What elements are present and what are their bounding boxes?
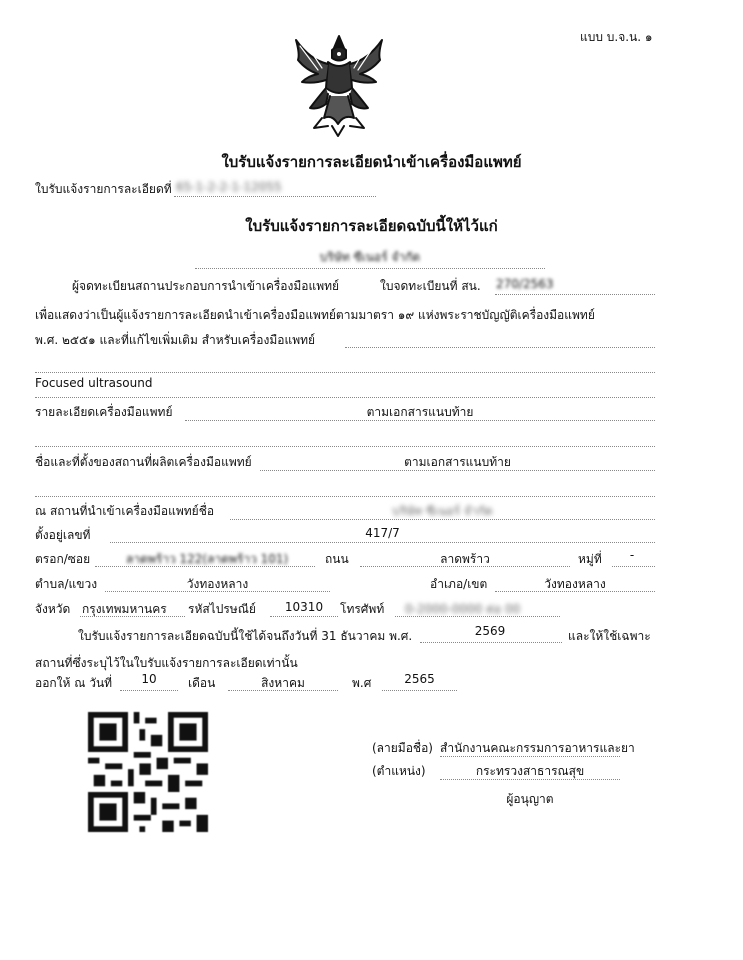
postcode-label: รหัสไปรษณีย์ xyxy=(188,602,256,616)
position-value: กระทรวงสาธารณสุข xyxy=(475,764,585,778)
road-label: ถนน xyxy=(325,552,349,566)
district-label: อำเภอ/เขต xyxy=(430,577,488,591)
device-detail-value: ตามเอกสารแนบท้าย xyxy=(366,405,474,419)
qr-code-icon xyxy=(88,712,208,832)
road-value: ลาดพร้าว xyxy=(440,552,490,566)
month-label: เดือน xyxy=(188,676,216,690)
validity-line-2: สถานที่ซึ่งระบุไว้ในใบรับแจ้งรายการละเอียดเท่านั้น xyxy=(35,656,298,670)
district-value: วังทองหลาง xyxy=(544,577,606,591)
phone-value: 0-2000-0000 ต่อ 00 xyxy=(405,602,521,616)
province-label: จังหวัด xyxy=(35,602,71,616)
year-label: พ.ศ xyxy=(352,676,372,690)
validity-suffix: และให้ใช้เฉพาะ xyxy=(568,629,651,643)
postcode-value: 10310 xyxy=(284,600,324,614)
document-title: ใบรับแจ้งรายการละเอียดนำเข้าเครื่องมือแพทย์ xyxy=(221,153,522,171)
manufacturer-label: ชื่อและที่ตั้งของสถานที่ผลิตเครื่องมือแพทย์ xyxy=(35,455,252,469)
license-value: 270/2563 xyxy=(496,277,554,291)
statement-line-2: พ.ศ. ๒๕๕๑ และที่แก้ไขเพิ่มเติม สำหรับเครื่องมือแพทย์ xyxy=(35,333,316,347)
position-label: (ตำแหน่ง) xyxy=(372,764,426,778)
issued-month: สิงหาคม xyxy=(261,676,305,690)
import-place-label: ณ สถานที่นำเข้าเครื่องมือแพทย์ชื่อ xyxy=(35,504,215,518)
issued-day: 10 xyxy=(141,672,157,686)
signature-label: (ลายมือชื่อ) xyxy=(372,741,433,755)
statement-line-1: เพื่อแสดงว่าเป็นผู้แจ้งรายการละเอียดนำเข้าเครื่องมือแพทย์ตามมาตรา ๑๙ แห่งพระราชบัญญัติเครื่องมือแพทย์ xyxy=(35,308,595,322)
validity-year: 2569 xyxy=(474,624,506,638)
signature-value: สำนักงานคณะกรรมการอาหารและยา xyxy=(440,741,635,755)
receipt-number-value: 65-1-2-2-1-12055 xyxy=(176,180,282,194)
address-no-value: 417/7 xyxy=(365,526,400,540)
subdistrict-label: ตำบล/แขวง xyxy=(35,577,98,591)
manufacturer-value: ตามเอกสารแนบท้าย xyxy=(404,455,511,469)
validity-text: ใบรับแจ้งรายการละเอียดฉบับนี้ใช้ได้จนถึงวันที่ 31 ธันวาคม พ.ศ. xyxy=(78,629,413,643)
garuda-emblem-icon xyxy=(288,30,390,140)
document-subtitle: ใบรับแจ้งรายการละเอียดฉบับนี้ให้ไว้แก่ xyxy=(245,217,498,235)
registrant-label: ผู้จดทะเบียนสถานประกอบการนำเข้าเครื่องมือแพทย์ xyxy=(72,279,340,293)
device-name: Focused ultrasound xyxy=(35,376,153,390)
issued-label: ออกให้ ณ วันที่ xyxy=(35,676,113,690)
soi-label: ตรอก/ซอย xyxy=(35,552,91,566)
licensor-label: ผู้อนุญาต xyxy=(506,792,554,806)
license-label: ใบจดทะเบียนที่ สน. xyxy=(380,279,481,293)
soi-value: ลาดพร้าว 122(ลาดพร้าว 101) xyxy=(126,552,289,566)
import-place-value: บริษัท ซีเนอร์ จำกัด xyxy=(392,504,493,518)
company-name: บริษัท ซีเนอร์ จำกัด xyxy=(319,250,421,264)
province-value: กรุงเทพมหานคร xyxy=(82,602,167,616)
form-code: แบบ บ.จ.น. ๑ xyxy=(580,30,653,44)
subdistrict-value: วังทองหลาง xyxy=(186,577,249,591)
receipt-number-label: ใบรับแจ้งรายการละเอียดที่ xyxy=(35,182,172,196)
moo-value: - xyxy=(629,548,635,562)
device-detail-label: รายละเอียดเครื่องมือแพทย์ xyxy=(35,405,173,419)
issued-year: 2565 xyxy=(404,672,435,686)
moo-label: หมู่ที่ xyxy=(578,552,602,566)
address-no-label: ตั้งอยู่เลขที่ xyxy=(35,528,91,542)
phone-label: โทรศัพท์ xyxy=(340,602,385,616)
qr-code xyxy=(88,712,208,832)
